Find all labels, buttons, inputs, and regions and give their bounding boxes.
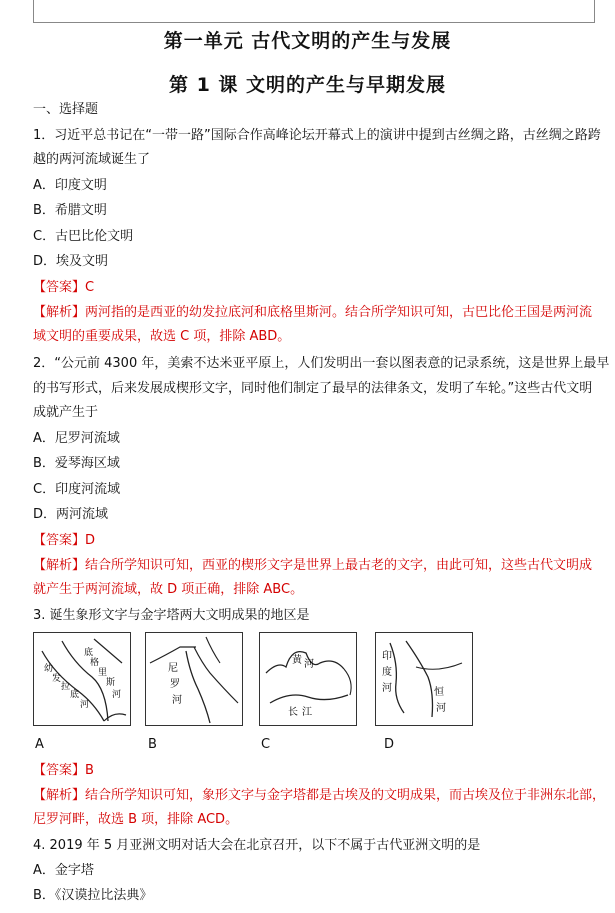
map-b-drawing	[146, 633, 242, 725]
map-label-a: A	[35, 737, 44, 752]
q2-answer: 【答案】D	[33, 533, 96, 548]
map-a	[33, 632, 131, 726]
q1-analysis-1: 【解析】两河指的是西亚的幼发拉底河和底格里斯河。结合所学知识可知，古巴比伦王国是两河流	[33, 305, 593, 320]
q1-stem-1: 1．习近平总书记在“一带一路”国际合作高峰论坛开幕式上的演讲中提到古丝绸之路，古丝绸之路跨	[33, 128, 601, 143]
header-frame	[33, 0, 595, 23]
map-d-label-2: 度	[382, 667, 392, 678]
map-c-label-2: 河	[304, 659, 314, 670]
map-a-label-8: 里	[98, 668, 108, 678]
map-label-d: D	[384, 737, 395, 752]
q4-option-a: A．金字塔	[33, 863, 94, 878]
map-d-label-5: 河	[436, 703, 446, 714]
map-a-label-6: 底	[84, 648, 94, 658]
map-b-label-3: 河	[172, 695, 182, 706]
map-c-label-3: 长	[288, 707, 298, 718]
map-a-label-7: 格	[90, 658, 100, 668]
q3-stem: 3. 诞生象形文字与金字塔两大文明成果的地区是	[33, 608, 310, 623]
q1-option-d: D．埃及文明	[33, 254, 109, 269]
q3-analysis-2: 尼罗河畔，故选 B 项，排除 ACD。	[33, 812, 239, 827]
q2-stem-3: 成就产生于	[33, 405, 99, 420]
map-d-drawing	[376, 633, 472, 725]
q2-analysis-2: 就产生于两河流域，故 D 项正确，排除 ABC。	[33, 582, 304, 597]
lesson-title: 第 1 课 文明的产生与早期发展	[168, 74, 447, 96]
map-label-c: C	[261, 737, 271, 752]
q4-stem: 4. 2019 年 5 月亚洲文明对话大会在北京召开，以下不属于古代亚洲文明的是	[33, 838, 481, 853]
map-b	[145, 632, 243, 726]
q3-analysis-1: 【解析】结合所学知识可知，象形文字与金字塔都是古埃及的文明成果，而古埃及位于非洲东北部，	[33, 788, 606, 803]
map-c	[259, 632, 357, 726]
q4-option-b: B．《汉谟拉比法典》	[33, 888, 153, 903]
map-a-label-2: 发	[52, 674, 62, 684]
q2-stem-2: 的书写形式，后来发展成楔形文字，同时他们制定了最早的法律条文，发明了车轮。”这些古代文明	[33, 381, 593, 396]
q3-answer: 【答案】B	[33, 763, 94, 778]
q2-option-d: D．两河流域	[33, 507, 109, 522]
map-a-label-9: 斯	[106, 678, 116, 688]
map-b-label-1: 尼	[168, 663, 178, 674]
q2-option-c: C．印度河流域	[33, 482, 121, 497]
map-options	[33, 632, 473, 732]
q2-stem-1: 2．“公元前 4300 年，美索不达米亚平原上，人们发明出一套以图表意的记录系统，这是世界上最早	[33, 356, 610, 371]
map-c-label-1: 黄	[292, 655, 302, 666]
unit-title: 第一单元 古代文明的产生与发展	[163, 30, 452, 52]
q1-option-c: C．古巴比伦文明	[33, 229, 134, 244]
map-c-drawing	[260, 633, 356, 725]
map-c-label-4: 江	[302, 707, 312, 718]
map-a-label-5: 河	[80, 700, 90, 710]
map-b-label-2: 罗	[170, 679, 180, 690]
map-a-label-3: 拉	[61, 682, 71, 692]
q2-option-b: B．爱琴海区域	[33, 456, 120, 471]
q1-analysis-2: 域文明的重要成果，故选 C 项，排除 ABD。	[33, 329, 291, 344]
map-a-label-4: 底	[70, 690, 80, 700]
q1-answer: 【答案】C	[33, 280, 95, 295]
map-d-label-4: 恒	[434, 687, 444, 698]
map-d-label-3: 河	[382, 683, 392, 694]
q1-option-a: A．印度文明	[33, 178, 107, 193]
section-heading: 一、选择题	[33, 102, 99, 117]
q1-option-b: B．希腊文明	[33, 203, 107, 218]
map-a-label-10: 河	[112, 690, 122, 700]
map-a-label-1: 幼	[44, 664, 54, 674]
q1-stem-2: 越的两河流域诞生了	[33, 152, 151, 167]
map-d	[375, 632, 473, 726]
q2-option-a: A．尼罗河流域	[33, 431, 120, 446]
map-d-label-1: 印	[382, 651, 392, 662]
map-label-b: B	[148, 737, 157, 752]
map-a-drawing	[34, 633, 130, 725]
q2-analysis-1: 【解析】结合所学知识可知，西亚的楔形文字是世界上最古老的文字，由此可知，这些古代文明成	[33, 558, 593, 573]
